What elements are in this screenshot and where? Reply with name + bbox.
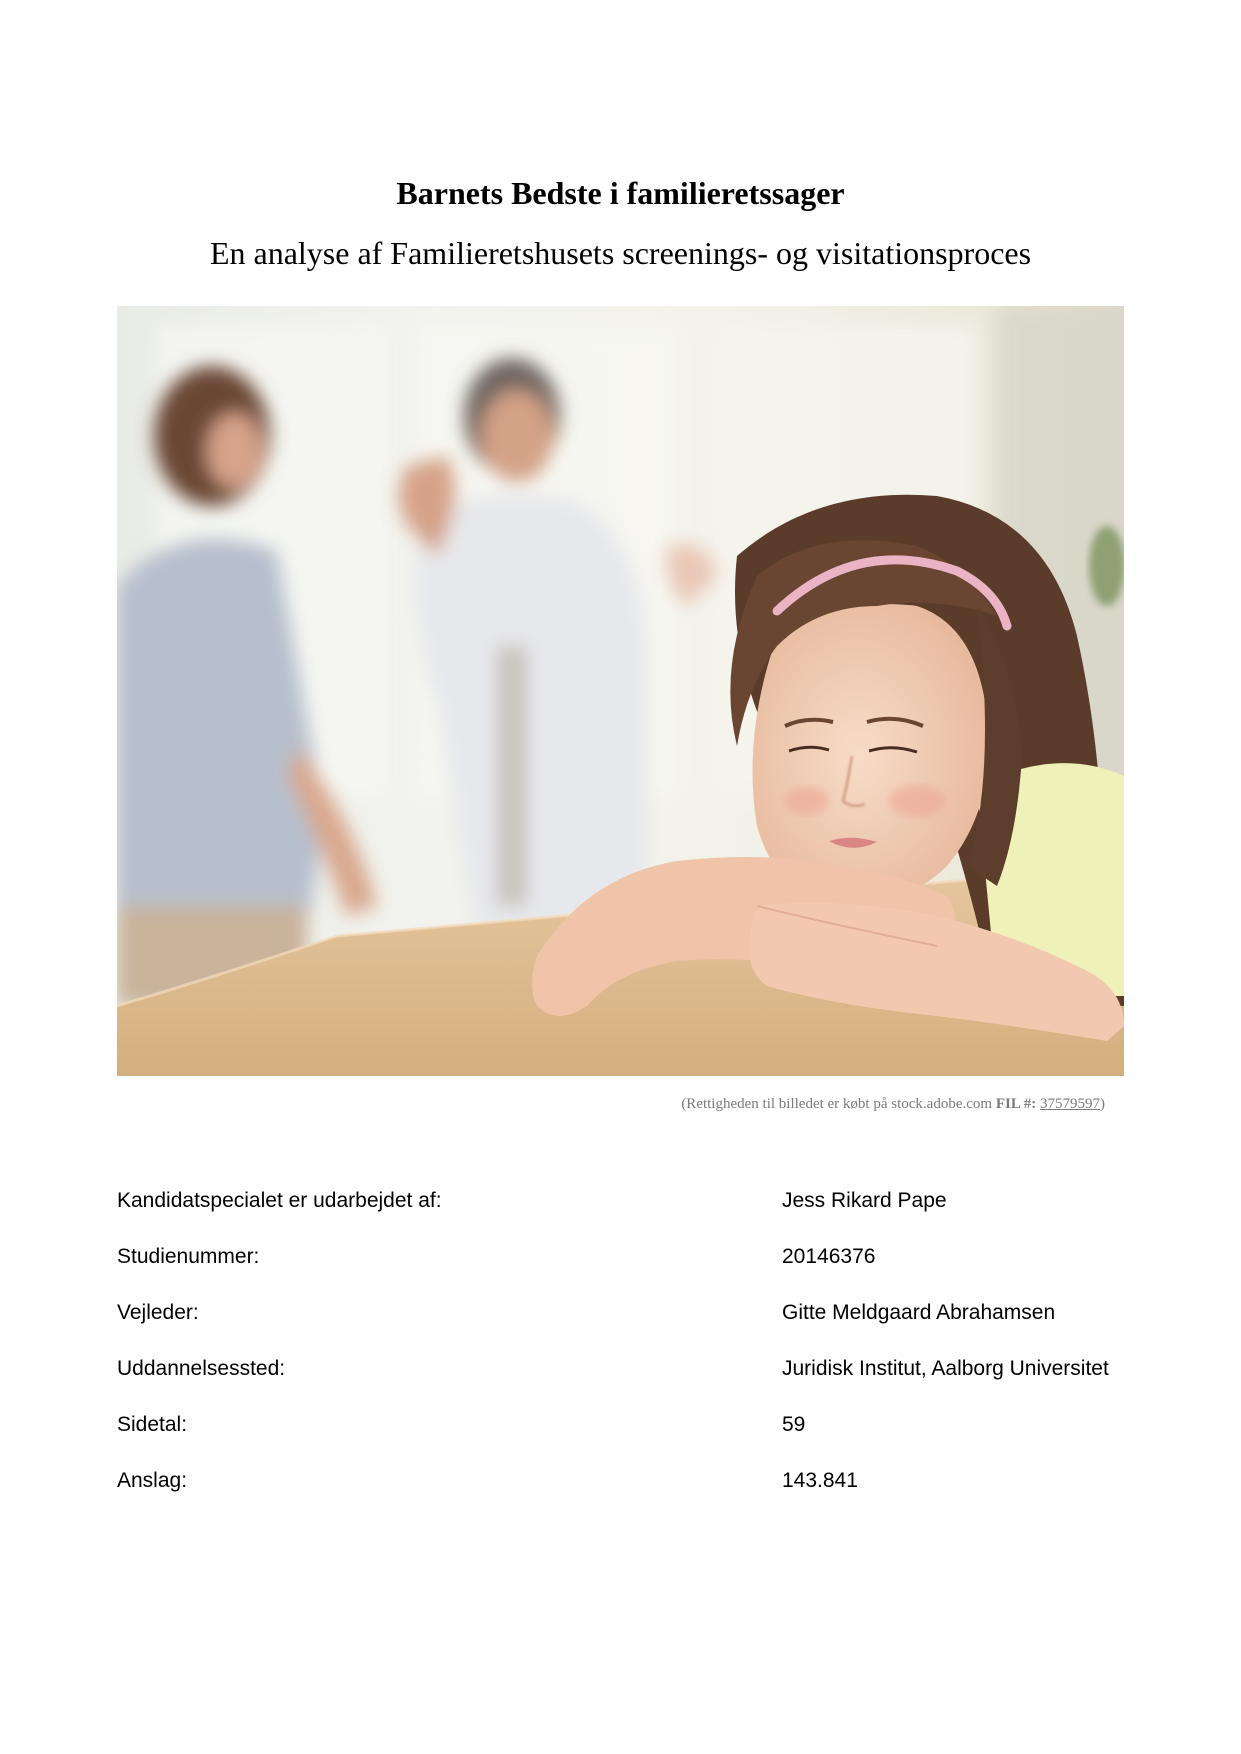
credit-fil-number-link[interactable]: 37579597 <box>1040 1096 1100 1112</box>
info-value: 59 <box>782 1413 806 1436</box>
document-subtitle: En analyse af Familieretshusets screenings- og visitationsproces <box>209 235 1032 271</box>
info-value: 20146376 <box>782 1245 876 1268</box>
info-row-page-count <box>117 1410 1127 1466</box>
thesis-info-table <box>117 1186 1127 1522</box>
image-credit <box>560 1094 1105 1114</box>
info-label: Kandidatspecialet er udarbejdet af: <box>117 1189 442 1212</box>
info-row-institution <box>117 1354 1127 1410</box>
info-row-supervisor <box>117 1298 1127 1354</box>
credit-suffix: ) <box>1100 1096 1105 1112</box>
info-label: Sidetal: <box>117 1413 188 1436</box>
info-value: Gitte Meldgaard Abrahamsen <box>782 1301 1056 1324</box>
info-value: 143.841 <box>782 1469 858 1492</box>
info-label: Anslag: <box>117 1469 188 1492</box>
document-title: Barnets Bedste i familieretssager <box>396 175 845 211</box>
cover-photo-illustration <box>117 306 1124 1076</box>
info-value: Juridisk Institut, Aalborg Universitet <box>782 1357 1109 1380</box>
info-label: Studienummer: <box>117 1245 260 1268</box>
info-row-student-number <box>117 1242 1127 1298</box>
credit-fil-label: FIL #: <box>995 1096 1037 1112</box>
info-row-character-count <box>117 1466 1127 1522</box>
cover-photo <box>117 306 1124 1076</box>
info-value: Jess Rikard Pape <box>782 1189 947 1212</box>
credit-prefix: (Rettigheden til billedet er købt på stock.adobe.com <box>681 1096 996 1112</box>
info-label: Vejleder: <box>117 1301 199 1324</box>
info-label: Uddannelsessted: <box>117 1357 286 1380</box>
info-row-author <box>117 1186 1127 1242</box>
